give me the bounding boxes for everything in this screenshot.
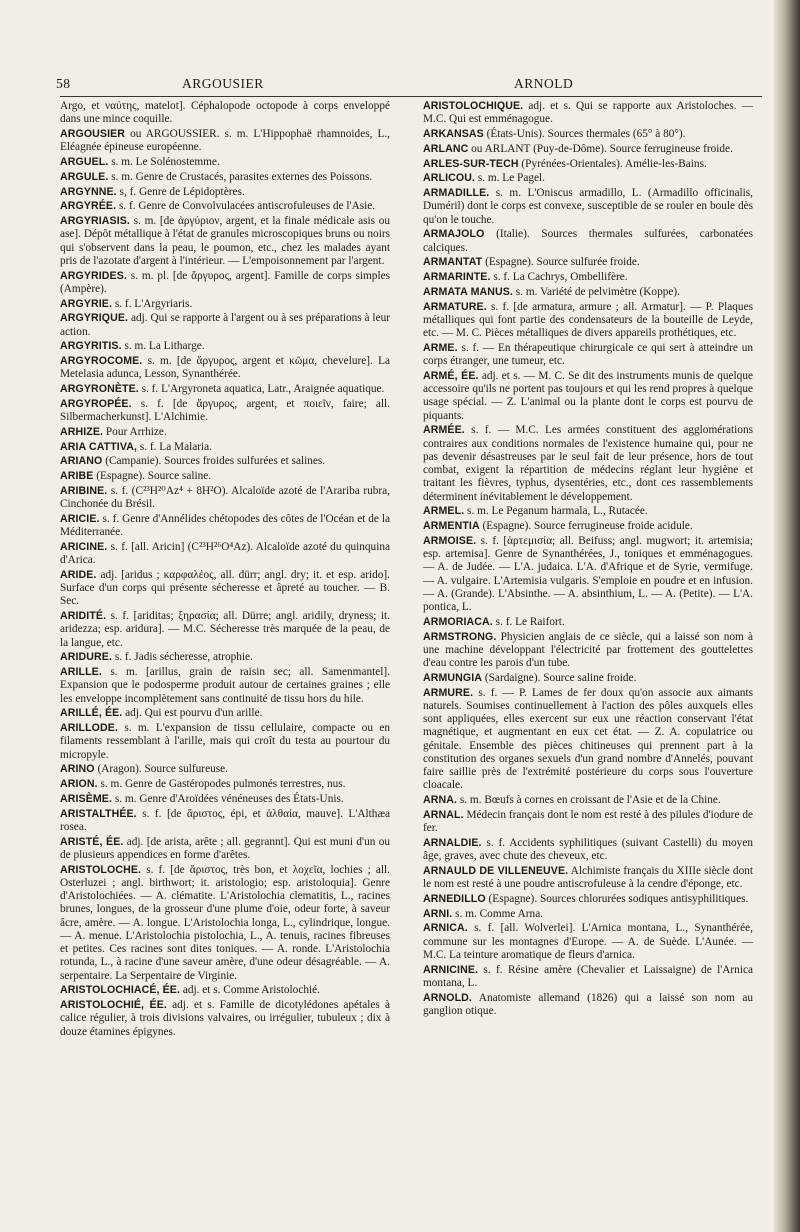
entry-headword: ARMOISE. [423,534,477,547]
page-header [52,76,764,94]
entry-headword: ARNALDIE. [423,836,482,849]
entry-text: Pour Arrhize. [103,425,167,438]
dictionary-entry [60,383,390,396]
dictionary-entry [423,631,753,671]
entry-headword: ARMÉE. [423,424,465,437]
entry-headword: ARISTÉ, ÉE. [60,835,124,848]
dictionary-entry [60,763,390,776]
entry-headword: ARION. [60,778,98,790]
dictionary-entry [423,100,753,127]
entry-text: Alchimiste français du XIIIe siècle dont le nom est resté à une poudre antiscrofuleuse à la cendre d'éponge, etc. [423,864,754,890]
dictionary-entry [60,999,390,1039]
dictionary-entry [60,864,390,983]
entry-headword: ARIANO [60,455,103,468]
dictionary-entry [423,616,753,629]
dictionary-entry [423,505,753,518]
entry-text: s. m. [arillus, grain de raisin sec; all. Samenmantel]. Expansion que le podosperme produit autour de certaines graines ; elle les enveloppe incomplètement sans continuité de tissu hors du hile. [60,666,390,705]
dictionary-entry [60,156,390,169]
entry-text: s. m. L'expansion de tissu cellulaire, compacte ou en filaments ressemblant à l'arille, mais qui croît du testa au pourtour du micropyle. [60,722,390,761]
dictionary-entry [423,187,753,227]
entry-headword: ARISTOLOCHE. [60,863,142,876]
entry-text: (Aragon). Source sulfureuse. [94,763,228,776]
dictionary-entry [423,865,753,892]
entry-text: adj. [de arista, arête ; all. gegrannt]. Qui est muni d'un ou de plusieurs appendices en forme d'arêtes. [60,835,390,861]
entry-headword: ARMATURE. [423,300,487,313]
entry-headword: ARMARINTE. [423,271,491,283]
entry-text: s. m. La Litharge. [121,340,205,353]
dictionary-entry [60,513,390,540]
entry-text: s. f. Genre d'Annélides chétopodes des côtes de l'Océan et de la Méditerranée. [60,512,390,538]
dictionary-entry [60,270,390,297]
dictionary-entry [60,722,390,762]
dictionary-entry [60,186,390,199]
entry-headword: ARISÈME. [60,792,113,805]
dictionary-entry [60,355,390,382]
dictionary-entry [423,520,753,533]
entry-text: s. m. Bœufs à cornes en croissant de l'Asie et de la Chine. [457,794,721,806]
dictionary-entry [423,964,753,991]
entry-headword: ARINO [60,763,95,776]
entry-headword: ARGYRIASIS. [60,215,130,227]
entry-headword: ARNEDILLO [423,892,486,905]
entry-headword: ARISTOLOCHIACÉ, ÉE. [60,984,181,997]
entry-text: (Espagne). Source saline. [93,470,212,482]
entry-text: Anatomiste allemand (1826) qui a laissé son nom au ganglion otique. [423,991,753,1017]
dictionary-entry [60,312,390,339]
dictionary-entry [423,672,753,685]
entry-headword: ARIA CATTIVA, [60,440,138,453]
dictionary-entry [60,569,390,609]
entry-text: s. m. Le Pagel. [475,172,545,185]
entry-text: s. f. — En thérapeutique chirurgicale ce qui sert à atteindre un corps étranger, une tumeur, etc. [423,341,753,367]
entry-headword: ARGYRONÈTE. [60,383,139,395]
entry-text: s. m. Comme Arna. [452,907,544,920]
entry-text: Argo, et ναύτης, matelot]. Céphalopode octopode à corps enveloppé dans une mince coquille. [60,100,390,126]
entry-headword: ARISTALTHÉE. [60,807,137,820]
dictionary-entry [60,541,390,568]
entry-text: adj. et s. — M. C. Se dit des instruments munis de quelque accessoire qu'ils ne portent pas toujours et qui les rend propres à quelque usage spécial. — Z. L'animal ou la plante dont le corps est pourvu de piquants. [423,369,753,422]
entry-text: s. f. [ἀρτεμισία; all. Beifuss; angl. mugwort; it. artemisia; esp. artemisa]. Genre de Synanthérées, J., toniques et emménagogues. — A. de Judée. — L'A. judaica. L'A. d'Afrique et de Syrie, vermifuge. — A. vulgaire. L'Artemisia vulgaris. S'emploie en poudre et en infusion. — A. (Grande). L'Absinthe. — A. absinthium, L. — A. (Petite). — L'A. pontica, L. [423,534,753,613]
right-column [423,100,753,1020]
entry-headword: ARNA. [423,794,458,806]
dictionary-entry [60,340,390,353]
entry-headword: ARISTOLOCHIQUE. [423,100,524,112]
entry-text: s. f. [all. Wolverlei]. L'Arnica montana, L., Synanthérée, commune sur les montagnes d'Europe. — A. de Suède. L'Aunée. — M.C. La teinture aromatique de fleurs d'arnica. [423,922,753,961]
entry-headword: ARMURE. [423,686,474,699]
entry-headword: ARGYROPÉE. [60,397,132,410]
entry-text: Physicien anglais de ce siècle, qui a laissé son nom à une machine développant l'électricité par frottement des gouttelettes d'eau contre les parois d'un tube. [423,630,753,669]
entry-text: s. f. [all. Aricin] (C²³H²⁶O⁴Az). Alcaloïde azoté du quinquina d'Arica. [60,540,390,566]
entry-headword: ARLANC [423,142,469,155]
header-right-guide-word: ARNOLD [514,76,574,91]
entry-headword: ARGYRIQUE. [60,312,129,325]
dictionary-entry [60,398,390,425]
entry-text: s. f. L'Argyroneta aquatica, Latr., Araignée aquatique. [138,383,385,395]
entry-headword: ARME. [423,341,458,354]
dictionary-entry [60,836,390,863]
entry-headword: ARILLE. [60,666,102,678]
entry-text: s. f. La Malaria. [137,440,212,453]
dictionary-entry [60,128,390,155]
dictionary-entry [423,922,753,962]
entry-headword: ARMÉ, ÉE. [423,369,479,382]
dictionary-entry [423,893,753,906]
page-edge-shadow [774,0,800,1232]
entry-headword: ARIDURE. [60,651,113,664]
dictionary-entry [423,908,753,921]
entry-headword: ARIBE [60,470,94,482]
entry-text: s. f. Résine amère (Chevalier et Laissaigne) de l'Arnica montana, L. [423,963,753,989]
entry-text: s. f. [ariditas; ξηρασία; all. Dürre; angl. aridily, dryness; it. aridezza; esp. aridura]. — M.C. Sécheresse très marquée de la peau, de la langue, etc. [60,610,390,649]
entry-headword: ARIDITÉ. [60,610,107,622]
entry-headword: ARGOUSIER [60,128,126,140]
dictionary-entry [60,215,390,268]
dictionary-entry [423,794,753,807]
entry-text: s. m. [de ἀργύριον, argent, et la finale médicale asis ou ase]. Dépôt métallique à l'état de granules microscopiques bruns ou noirs qui s'observent dans la peau, le poumon, etc., chez les malades ayant pris de l'azotate d'argent à l'intérieur. — L'empoisonnement par l'argent. [60,215,390,267]
entry-headword: ARNOLD. [423,991,472,1004]
entry-headword: ARMATA MANUS. [423,285,513,298]
entry-text: (Espagne). Source ferrugineuse froide acidule. [479,520,693,532]
dictionary-entry [60,808,390,835]
dictionary-entry [60,426,390,439]
dictionary-entry [423,271,753,284]
dictionary-entry [60,485,390,512]
header-rule [60,96,762,97]
dictionary-entry [60,470,390,483]
entry-text: s. m. L'Oniscus armadillo, L. (Armadillo officinalis, Duméril) dont le corps est convexe, susceptible de se rouler en boule dès qu'on le touche. [423,187,753,226]
entry-headword: ARNAULD DE VILLENEUVE. [423,864,569,877]
entry-headword: ARIDE. [60,568,97,581]
entry-text: s. f. — P. Lames de fer doux qu'on associe aux aimants naturels. Soumises continuellement à l'action des pôles auxquels elles sont appliquées, elles exercent sur eux une réaction conservant l'état magnétique, et augmentant en eux cet état. — Z. A. copulatrice ou génitale. Ensemble des pièces chitineuses qui prennent part à la constitution des organes sexuels d'un grand nombre d'Annelés, pouvant faire saillie près de l'extrémité postérieure du corps sous l'ouverture cloacale. [423,686,753,792]
entry-text: (Italie). Sources thermales sulfurées, carbonatées calciques. [423,228,753,254]
entry-headword: ARMANTAT [423,256,483,269]
entry-text: s. m. pl. [de ἄργυρος, argent]. Famille de corps simples (Ampère). [60,269,390,295]
entry-headword: ARILLÉ, ÉE. [60,707,123,720]
entry-headword: ARHIZE. [60,425,104,438]
page-number: 58 [56,76,71,91]
dictionary-entry [60,610,390,650]
entry-headword: ARICINE. [60,540,108,553]
dictionary-entry [60,651,390,664]
dictionary-entry [60,707,390,720]
entry-headword: ARMENTIA [423,520,480,532]
entry-text: s. m. Genre de Crustacés, parasites externes des Poissons. [108,170,373,183]
dictionary-entry [60,455,390,468]
dictionary-entry [423,535,753,615]
entry-text: s. f. Le Raifort. [492,615,565,628]
entry-headword: ARGYRIE. [60,297,113,310]
entry-headword: ARNAL. [423,808,464,821]
entry-text: s. f. Jadis sécheresse, atrophie. [112,651,253,664]
entry-text: s. f. — M.C. Les armées constituent des agglomérations contraires aux conditions normales de l'existence humaine qui, pour ne pas devenir désastreuses par le seul fait de leur présence, hors de tout combat, exigent la répartition de médecins réglant leur hygiène et traitant les fièvres, typhus, dysentéries, etc., dont ces rassemblements déterminent inévitablement le développement. [423,424,753,503]
entry-headword: ARGYROCOME. [60,355,143,367]
dictionary-entry [423,256,753,269]
entry-text: ou ARGOUSSIER. s. m. L'Hippophaë rhamnoides, L., Eléagnée épineuse européenne. [60,128,390,154]
entry-headword: ARGYRITIS. [60,340,122,353]
dictionary-entry [60,778,390,791]
dictionary-entry [423,128,753,141]
entry-headword: ARGYRÉE. [60,200,117,213]
entry-headword: ARMSTRONG. [423,630,497,643]
entry-text: adj. Qui se rapporte à l'argent ou à ses préparations à leur action. [60,312,390,338]
entry-text: s. m. [de ἄργυρος, argent et κῶμα, chevelure]. La Metelasia adunca, Lesson, Synanthérée. [60,355,390,381]
dictionary-entry [60,200,390,213]
dictionary-entry [423,424,753,504]
entry-text: s. f. [de ἄριστος, épi, et ἀλθαία, mauve]. L'Althæa rosea. [60,807,390,833]
entry-text: s, f. Genre de Lépidoptères. [116,185,245,198]
dictionary-entry [423,342,753,369]
dictionary-entry [423,687,753,793]
entry-text: s. f. L'Argyriaris. [112,297,193,310]
entry-text: ou ARLANT (Puy-de-Dôme). Source ferrugineuse froide. [468,142,733,155]
entry-text: s. m. Genre d'Aroïdées vénéneuses des États-Unis. [112,792,344,805]
entry-headword: ARICIE. [60,512,100,525]
entry-headword: ARNICA. [423,922,468,935]
entry-headword: ARMAJOLO [423,228,485,241]
dictionary-entry [60,171,390,184]
dictionary-entry [60,984,390,997]
entry-text: s. m. Le Peganum harmala, L., Rutacée. [464,505,648,518]
entry-text: adj. et s. Comme Aristolochié. [180,984,320,997]
entry-headword: ARLES-SUR-TECH [423,157,519,170]
entry-text: (États-Unis). Sources thermales (65° à 80°). [483,128,686,140]
entry-text: (Campanie). Sources froides sulfurées et salines. [102,455,326,468]
entry-text: (Espagne). Sources chlorurées sodiques antisyphilitiques. [485,892,749,905]
dictionary-entry [60,100,390,127]
entry-headword: ARGUEL. [60,156,109,168]
entry-headword: ARKANSAS [423,128,484,140]
dictionary-entry [423,158,753,171]
entry-text: adj. [aridus ; καρφαλέος, all. dürr; angl. dry; it. et esp. arido]. Surface d'un corps qui présente sécheresse et âpreté au toucher. — B. Sec. [60,568,390,608]
header-left-guide-word: ARGOUSIER [182,76,264,91]
entry-text: s. m. Le Solénostemme. [108,156,220,168]
dictionary-entry [423,809,753,836]
entry-headword: ARMUNGIA [423,671,483,684]
entry-text: s. f. Genre de Convolvulacées antiscrofuleuses de l'Asie. [116,200,376,213]
dictionary-entry [423,143,753,156]
entry-headword: ARMORIACA. [423,615,493,628]
entry-headword: ARISTOLOCHIÉ, ÉE. [60,999,167,1011]
entry-text: s. m. Variété de pelvimètre (Koppe). [512,285,680,298]
entry-headword: ARNICINE. [423,963,479,976]
entry-headword: ARNI. [423,907,453,920]
entry-text: adj. Qui est pourvu d'un arille. [122,707,263,720]
entry-headword: ARGYRIDES. [60,269,127,282]
entry-headword: ARGYNNE. [60,185,117,198]
entry-text: adj. et s. Qui se rapporte aux Aristoloches. — M.C. Qui est emménagogue. [423,100,753,126]
dictionary-entry [423,286,753,299]
entry-text: s. f. La Cachrys, Ombellifère. [490,271,628,283]
entry-headword: ARIBINE. [60,484,108,497]
dictionary-entry [60,793,390,806]
entry-text: s. f. Accidents syphilitiques (suivant Castelli) du moyen âge, graves, avec chute des cheveux, etc. [423,836,753,862]
dictionary-entry [60,298,390,311]
entry-headword: ARMEL. [423,505,465,518]
entry-text: (Sardaigne). Source saline froide. [482,671,637,684]
dictionary-entry [423,172,753,185]
entry-headword: ARLICOU. [423,172,475,185]
dictionary-entry [423,370,753,423]
dictionary-entry [423,301,753,341]
dictionary-entry [423,228,753,255]
dictionary-entry [60,666,390,706]
left-column [60,100,390,1040]
entry-text: Médecin français dont le nom est resté à des pilules d'iodure de fer. [423,808,753,834]
entry-text: s. f. [de armatura, armure ; all. Armatur]. — P. Plaques métalliques qui font partie des condensateurs de la bouteille de Leyde, etc. — M. C. Pièces métalliques de divers appareils prothétiques, etc. [423,300,753,339]
entry-headword: ARILLODE. [60,722,118,734]
entry-text: (Pyrénées-Orientales). Amélie-les-Bains. [518,157,707,170]
entry-text: s. m. Genre de Gastéropodes pulmonés terrestres, nus. [97,778,346,790]
entry-headword: ARGULE. [60,170,109,183]
entry-headword: ARMADILLE. [423,187,490,199]
dictionary-entry [60,441,390,454]
entry-text: adj. et s. Famille de dicotylédones apétales à calice régulier, à trois divisions valvaires, ou irrégulier, tubuleux ; dix à douze étamines épigynes. [60,999,390,1038]
entry-text: s. f. [de ἄριστος, très bon, et λοχεῖα, lochies ; all. Osterluzei ; angl. birthwort; it. aristologio; esp. aristoloquia]. Genre d'Aristolochiées. — A. clématite. L'Aristolochia clematitis, L., racines brunes, longues, de la grosseur d'une plume d'oie, odeur forte, à saveur âcre, amère. — A. longue. L'Aristolochia longa, L., cylindrique, longue. — A. menue. L'Aristolochia pistolochia, L., A. tenuis, racines fibreuses et petites. Ces racines sont dites toniques. — A. ronde. L'Aristolochia rotunda, L., à racine d'une saveur amère, d'une odeur désagréable. — A. serpentaire. La Serpentaire de Virginie. [60,863,390,982]
dictionary-entry [423,992,753,1019]
entry-text: s. f. [de ἄργυρος, argent, et ποιεῖν, faire; all. Silbermacherkunst]. L'Alchimie. [60,397,390,423]
entry-text: (Espagne). Source sulfurée froide. [482,256,640,269]
dictionary-entry [423,837,753,864]
entry-text: s. f. (C²³H²⁰Az⁴ + 8H²O). Alcaloïde azoté de l'Arariba rubra, Cinchonée du Brésil. [60,484,390,510]
